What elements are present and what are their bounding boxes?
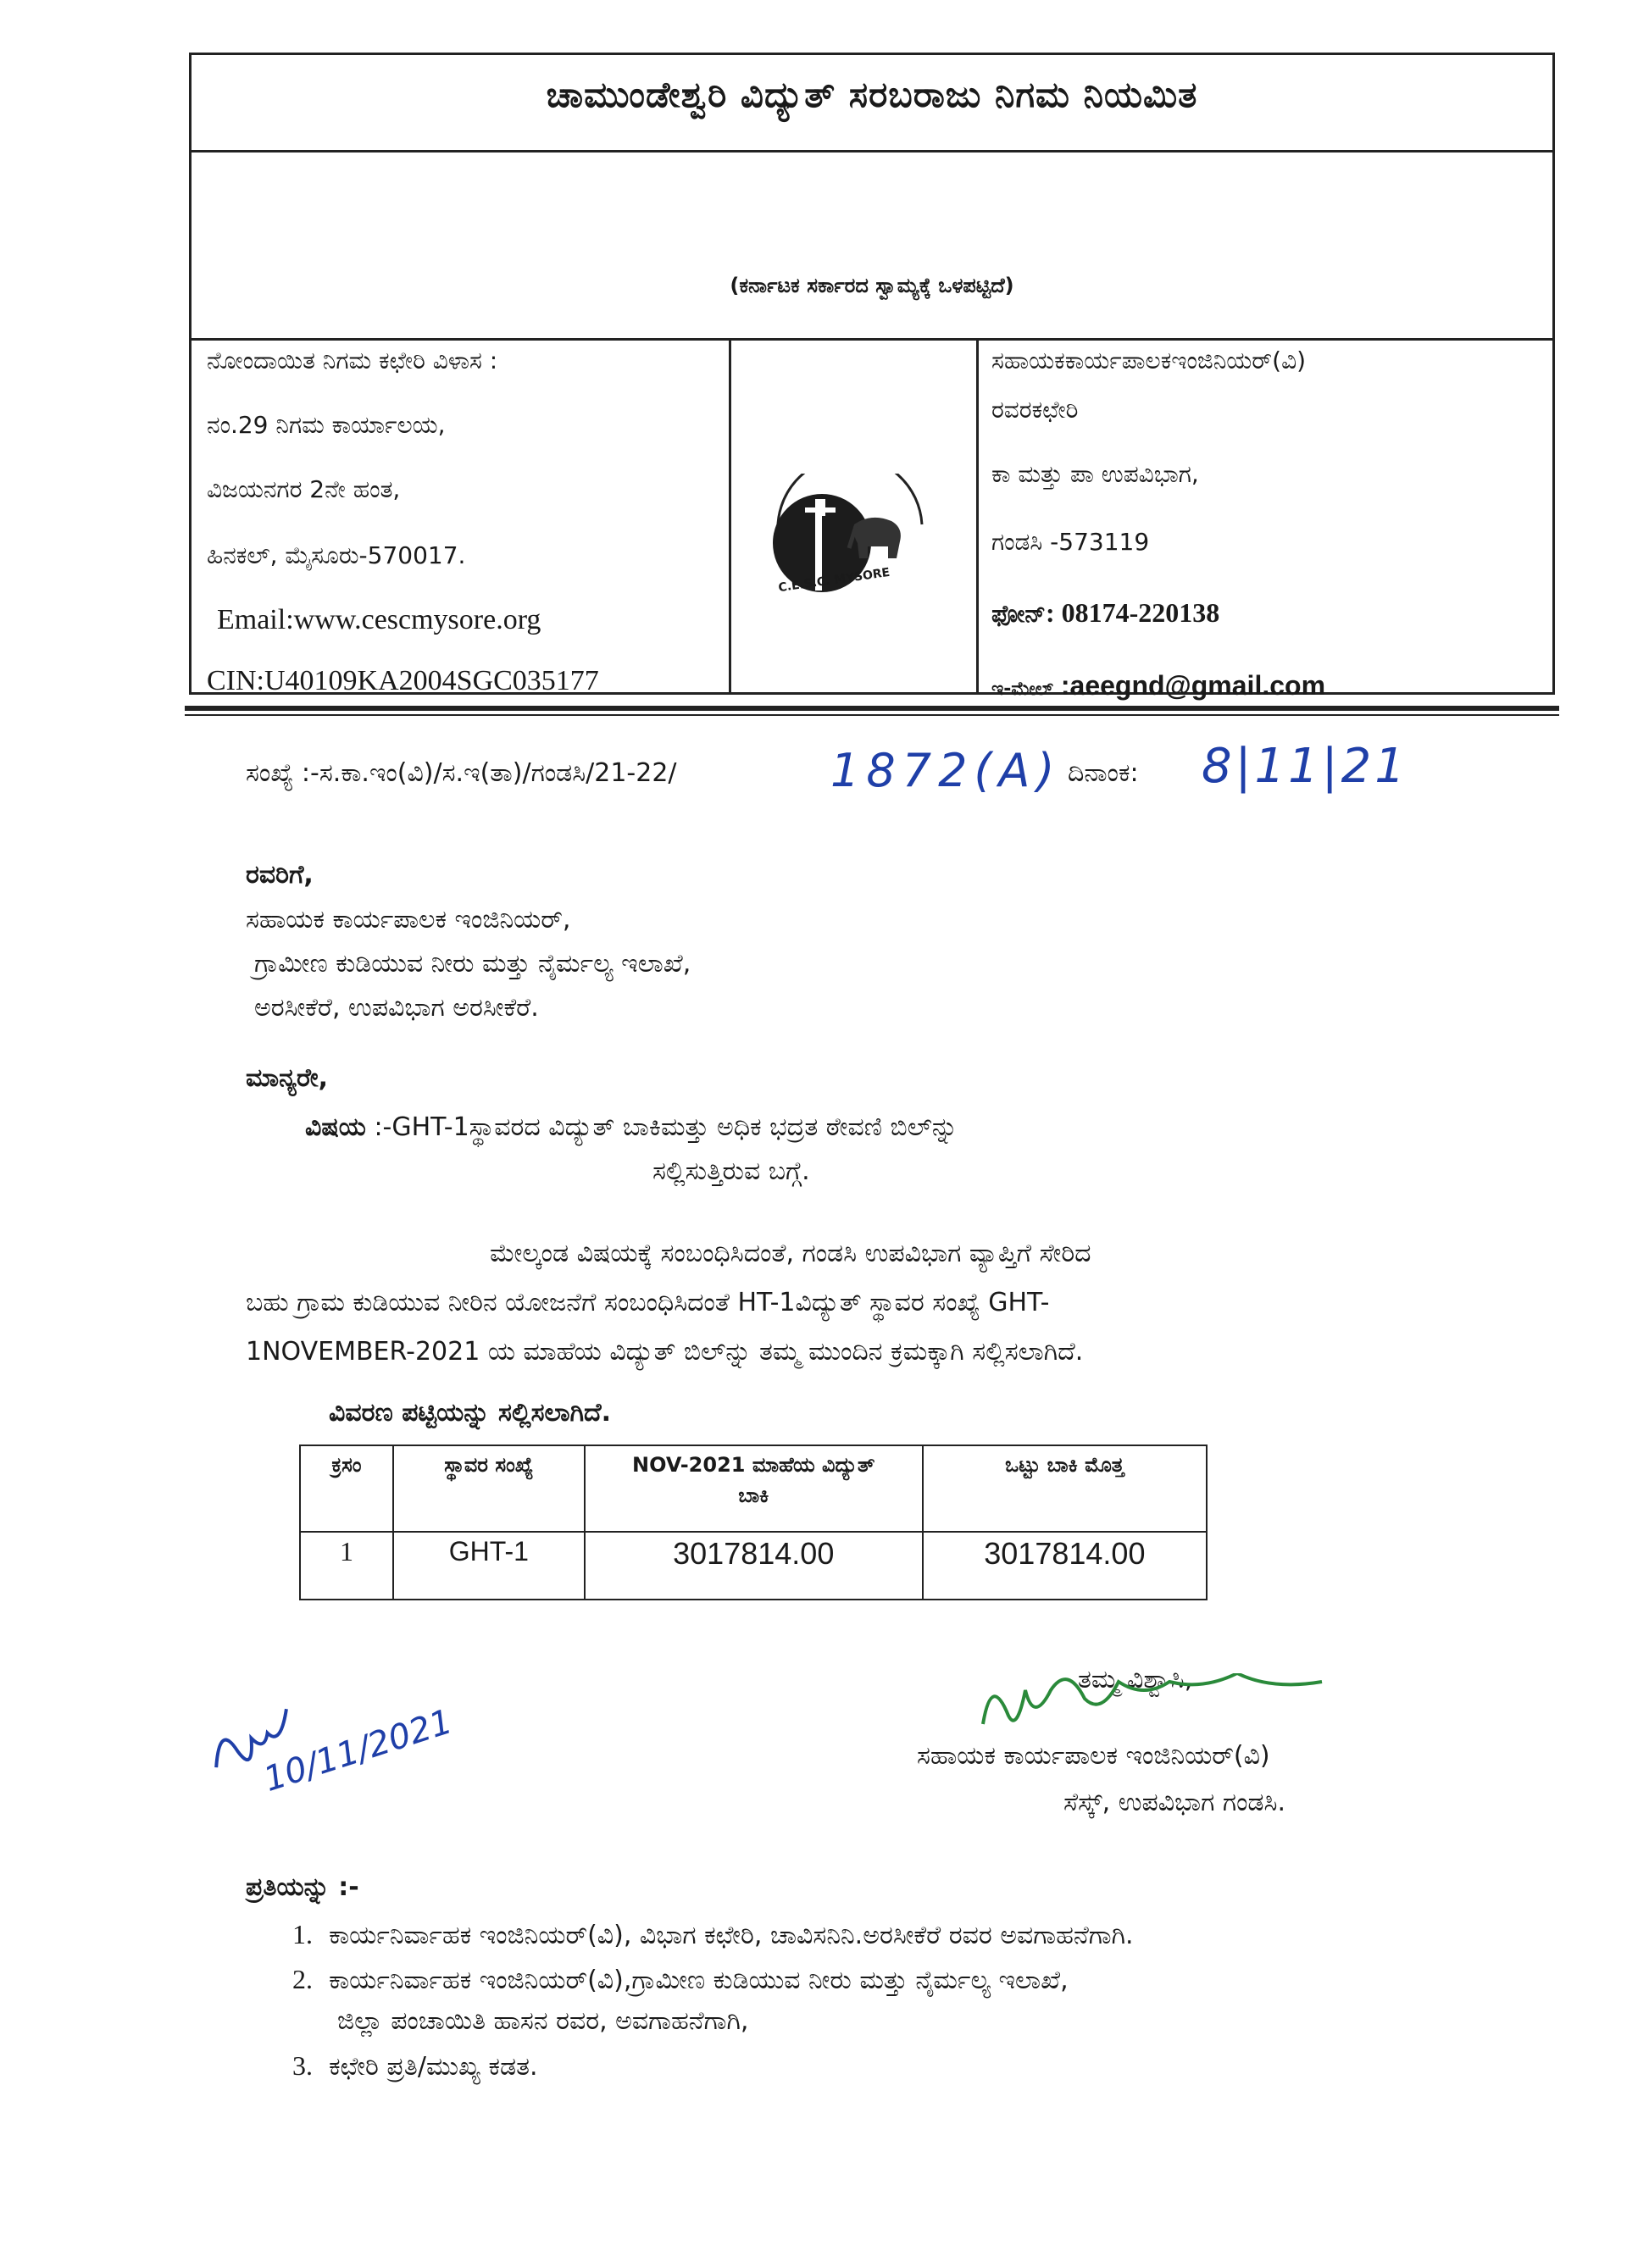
letterhead-subtitle-row xyxy=(192,150,1552,341)
date-label: ದಿನಾಂಕ: xyxy=(1068,758,1139,788)
phone-label: ಫೋನ್ xyxy=(991,600,1046,628)
right-address-line: ಕಾ ಮತ್ತು ಪಾ ಉಪವಿಭಾಗ, xyxy=(991,460,1199,488)
addressee-line: ಗ್ರಾಮೀಣ ಕುಡಿಯುವ ನೀರು ಮತ್ತು ನೈರ್ಮಲ್ಯ ಇಲಾಖೆ, xyxy=(254,949,691,979)
letterhead xyxy=(189,53,1555,701)
bill-table xyxy=(299,1445,1208,1600)
subject-line-2: ಸಲ್ಲಿಸುತ್ತಿರುವ ಬಗ್ಗೆ. xyxy=(652,1156,810,1186)
copies-heading: ಪ್ರತಿಯನ್ನು :- xyxy=(246,1872,359,1902)
left-address-line: ನೋಂದಾಯಿತ ನಿಗಮ ಕಛೇರಿ ವಿಳಾಸ : xyxy=(207,347,498,374)
right-address-line: ಸಹಾಯಕಕಾರ್ಯಪಾಲಕಇಂಜಿನಿಯರ್(ವಿ) xyxy=(991,347,1307,374)
copy-item xyxy=(292,1919,1134,1950)
right-address-line: ಗಂಡಸಿ -573119 xyxy=(991,528,1150,556)
email-label: ಇ-ಮೇಲ್ xyxy=(991,679,1053,700)
subject-line xyxy=(305,1112,958,1142)
table-cell: GHT-1 xyxy=(393,1532,585,1600)
right-address-line: ರವರಕಛೇರಿ xyxy=(991,396,1079,424)
header-rule-thin xyxy=(185,714,1559,716)
org-subtitle: (ಕರ್ನಾಟಕ ಸರ್ಕಾರದ ಸ್ವಾಮ್ಯಕ್ಕೆ ಒಳಪಟ್ಟಿದೆ) xyxy=(730,274,1014,297)
letterhead-address-row xyxy=(192,338,1552,701)
table-header-row xyxy=(300,1445,1207,1532)
reference-number-prefix: ಸಂಖ್ಯೆ :-ಸ.ಕಾ.ಇಂ(ವಿ)/ಸ.ಇ(ತಾ)/ಗಂಡಸಿ/21-22/ xyxy=(246,758,677,788)
divider xyxy=(976,338,979,695)
cin-number: CIN:U40109KA2004SGC035177 xyxy=(207,665,599,696)
left-address-line: ವಿಜಯನಗರ 2ನೇ ಹಂತ, xyxy=(207,475,401,503)
greeting: ಮಾನ್ಯರೇ, xyxy=(246,1063,329,1093)
handwritten-ref-number: 1872(A) xyxy=(830,744,1062,797)
body-paragraph-line: 1NOVEMBER-2021 ಯ ಮಾಹೆಯ ವಿದ್ಯುತ್ ಬಿಲ್‌ನ್ನು ತಮ್ಮ ಮುಂದಿನ ಕ್ರಮಕ್ಕಾಗಿ ಸಲ್ಲಿಸಲಾಗಿದೆ. xyxy=(246,1337,1084,1367)
copy-item xyxy=(292,1964,1069,1995)
signatory-designation: ಸಹಾಯಕ ಕಾರ್ಯಪಾಲಕ ಇಂಜಿನಿಯರ್(ವಿ) xyxy=(917,1741,1270,1771)
copy-number: 1. xyxy=(292,1919,313,1949)
subject-label: ವಿಷಯ xyxy=(305,1112,366,1142)
divider xyxy=(729,338,731,695)
table-caption: ವಿವರಣ ಪಟ್ಟಿಯನ್ನು ಸಲ್ಲಿಸಲಾಗಿದೆ. xyxy=(329,1398,611,1428)
logo-text: C.E.S.C. MYSORE xyxy=(777,565,891,596)
copy-text: ಕಛೇರಿ ಪ್ರತಿ/ಮುಖ್ಯ ಕಡತ. xyxy=(329,2052,538,2082)
email-line xyxy=(991,670,1325,701)
copy-number: 2. xyxy=(292,1964,313,1994)
copy-text: ಕಾರ್ಯನಿರ್ವಾಹಕ ಇಂಜಿನಿಯರ್(ವಿ),ಗ್ರಾಮೀಣ ಕುಡಿಯುವ ನೀರು ಮತ್ತು ನೈರ್ಮಲ್ಯ ಇಲಾಖೆ, xyxy=(329,1966,1069,1995)
body-paragraph-line: ಮೇಲ್ಕಂಡ ವಿಷಯಕ್ಕೆ ಸಂಬಂಧಿಸಿದಂತೆ, ಗಂಡಸಿ ಉಪವಿಭಾಗ ವ್ಯಾಪ್ತಿಗೆ ಸೇರಿದ xyxy=(490,1239,1091,1268)
signatory-office: ಸೆಸ್ಕ್, ಉಪವಿಭಾಗ ಗಂಡಸಿ. xyxy=(1063,1788,1286,1817)
table-header-cell: ಕ್ರಸಂ xyxy=(300,1445,393,1532)
copy-number: 3. xyxy=(292,2050,313,2081)
copy-item xyxy=(292,2050,538,2082)
addressee-line: ಸಹಾಯಕ ಕಾರ್ಯಪಾಲಕ ಇಂಜಿನಿಯರ್, xyxy=(246,905,571,934)
copy-item-continuation: ಜಿಲ್ಲಾ ಪಂಚಾಯಿತಿ ಹಾಸನ ರವರ, ಅವಗಾಹನೆಗಾಗಿ, xyxy=(337,2006,749,2036)
initials-signature xyxy=(195,1656,458,1843)
email-website: Email:www.cescmysore.org xyxy=(217,604,541,635)
email-value: :aeegnd@gmail.com xyxy=(1060,670,1326,701)
table-header-cell: ಸ್ಥಾವರ ಸಂಖ್ಯೆ xyxy=(393,1445,585,1532)
table-cell: 3017814.00 xyxy=(923,1532,1207,1600)
table-header-cell: ಒಟ್ಟು ಬಾಕಿ ಮೊತ್ತ xyxy=(923,1445,1207,1532)
cesc-logo xyxy=(761,474,939,601)
closing: ತಮ್ಮ ವಿಶ್ವಾಸಿ, xyxy=(1078,1665,1193,1694)
copy-text: ಕಾರ್ಯನಿರ್ವಾಹಕ ಇಂಜಿನಿಯರ್(ವಿ), ವಿಭಾಗ ಕಛೇರಿ, ಚಾವಿಸನಿನಿ.ಅರಸೀಕೆರೆ ರವರ ಅವಗಾಹನೆಗಾಗಿ. xyxy=(329,1921,1134,1950)
left-address-line: ನಂ.29 ನಿಗಮ ಕಾರ್ಯಾಲಯ, xyxy=(207,411,446,439)
table-header-cell: NOV-2021 ಮಾಹೆಯ ವಿದ್ಯುತ್ ಬಾಕಿ xyxy=(585,1445,923,1532)
org-title: ಚಾಮುಂಡೇಶ್ವರಿ ವಿದ್ಯುತ್ ಸರಬರಾಜು ನಿಗಮ ನಿಯಮಿತ xyxy=(546,74,1198,115)
addressee-line: ಅರಸೀಕೆರೆ, ಉಪವಿಭಾಗ ಅರಸೀಕೆರೆ. xyxy=(254,993,539,1023)
body-paragraph-line: ಬಹು ಗ್ರಾಮ ಕುಡಿಯುವ ನೀರಿನ ಯೋಜನೆಗೆ ಸಂಬಂಧಿಸಿದಂತೆ HT-1ವಿದ್ಯುತ್ ಸ್ಥಾವರ ಸಂಖ್ಯೆ GHT- xyxy=(246,1288,1050,1317)
header-rule xyxy=(185,706,1559,711)
table-row xyxy=(300,1532,1207,1600)
initials-date: 10/11/2021 xyxy=(258,1701,458,1799)
handwritten-date: 8|11|21 xyxy=(1202,739,1408,794)
to-salutation: ರವರಿಗೆ, xyxy=(246,860,314,890)
signature xyxy=(966,1673,1356,1750)
letterhead-title-row xyxy=(192,55,1552,152)
left-address-line: ಹಿನಕಲ್, ಮೈಸೂರು-570017. xyxy=(207,541,466,569)
phone-value: : 08174-220138 xyxy=(1045,597,1220,628)
phone-line xyxy=(991,597,1219,629)
table-cell: 1 xyxy=(300,1532,393,1600)
table-cell: 3017814.00 xyxy=(585,1532,923,1600)
subject-text: :-GHT-1ಸ್ಥಾವರದ ವಿದ್ಯುತ್ ಬಾಕಿಮತ್ತು ಅಧಿಕ ಭದ್ರತ ಠೇವಣಿ ಬಿಲ್‌ನ್ನು xyxy=(374,1112,958,1142)
